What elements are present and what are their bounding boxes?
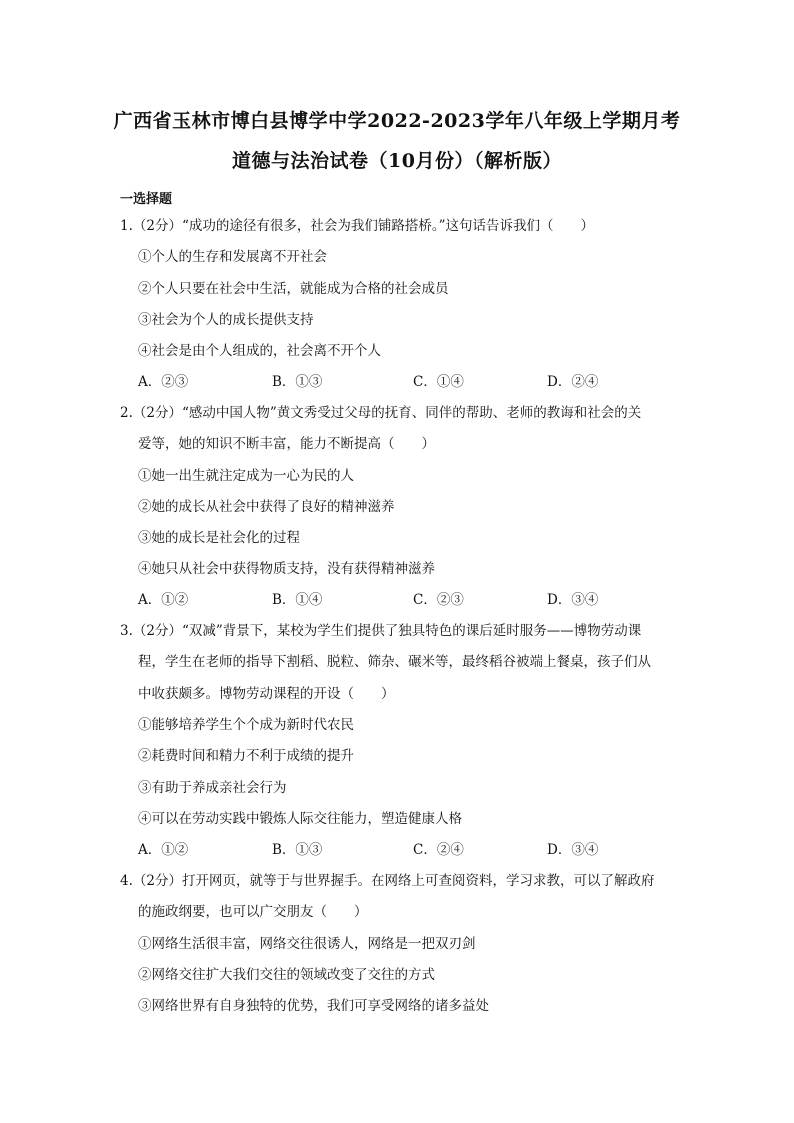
question-2-item-3: ③她的成长是社会化的过程 <box>138 530 300 546</box>
question-2-option-b: B．①④ <box>272 592 323 608</box>
question-1-item-3: ③社会为个人的成长提供支持 <box>138 312 314 328</box>
question-1-option-a: A．②③ <box>138 374 189 390</box>
question-4-item-3: ③网络世界有自身独特的优势，我们可享受网络的诸多益处 <box>138 998 489 1014</box>
question-2-stem-line-1: 2.（2分）“感动中国人物”黄文秀受过父母的抚育、同伴的帮助、老师的教诲和社会的关 <box>120 405 642 421</box>
question-3-item-2: ②耗费时间和精力不利于成绩的提升 <box>138 748 354 764</box>
question-3-option-d: D．③④ <box>547 842 599 858</box>
question-3-item-3: ③有助于养成亲社会行为 <box>138 780 287 796</box>
document-title-line-1: 广西省玉林市博白县博学中学2022-2023学年八年级上学期月考 <box>113 110 681 132</box>
question-3-option-c: C．②④ <box>413 842 464 858</box>
question-2-stem-line-2: 爱等，她的知识不断丰富，能力不断提高（ ） <box>138 436 435 452</box>
question-4-item-1: ①网络生活很丰富，网络交往很诱人，网络是一把双刃剑 <box>138 936 476 952</box>
question-2-item-4: ④她只从社会中获得物质支持，没有获得精神滋养 <box>138 561 435 577</box>
question-3-item-4: ④可以在劳动实践中锻炼人际交往能力，塑造健康人格 <box>138 811 462 827</box>
document-title-line-2: 道德与法治试卷（10月份）（解析版） <box>232 150 562 172</box>
question-3-option-b: B．①③ <box>272 842 323 858</box>
question-2-option-a: A．①② <box>138 592 189 608</box>
question-3-stem-line-1: 3.（2分）“双减”背景下，某校为学生们提供了独具特色的课后延时服务——博物劳动课 <box>120 623 642 639</box>
question-1-option-c: C．①④ <box>413 374 464 390</box>
question-3-option-a: A．①② <box>138 842 189 858</box>
question-1-option-b: B．①③ <box>272 374 323 390</box>
question-4-item-2: ②网络交往扩大我们交往的领域改变了交往的方式 <box>138 967 435 983</box>
question-4-stem-line-2: 的施政纲要，也可以广交朋友（ ） <box>138 904 368 920</box>
question-2-option-c: C．②③ <box>413 592 464 608</box>
question-3-item-1: ①能够培养学生个个成为新时代农民 <box>138 717 354 733</box>
question-1-item-1: ①个人的生存和发展离不开社会 <box>138 249 327 265</box>
question-1-option-d: D．②④ <box>547 374 599 390</box>
question-1-item-4: ④社会是由个人组成的，社会离不开个人 <box>138 343 381 359</box>
question-2-item-2: ②她的成长从社会中获得了良好的精神滋养 <box>138 499 395 515</box>
question-1-stem: 1.（2分）“成功的途径有很多，社会为我们铺路搭桥。”这句话告诉我们（ ） <box>120 218 595 234</box>
question-4-stem-line-1: 4.（2分）打开网页，就等于与世界握手。在网络上可查阅资料，学习求教，可以了解政府 <box>120 873 655 889</box>
question-1-item-2: ②个人只要在社会中生活，就能成为合格的社会成员 <box>138 281 449 297</box>
question-3-stem-line-3: 中收获颇多。博物劳动课程的开设（ ） <box>138 686 395 702</box>
question-3-stem-line-2: 程，学生在老师的指导下割稻、脱粒、筛杂、碾米等，最终稻谷被端上餐桌，孩子们从 <box>138 654 651 670</box>
question-2-option-d: D．③④ <box>547 592 599 608</box>
question-2-item-1: ①她一出生就注定成为一心为民的人 <box>138 468 354 484</box>
section-heading: 一选择题 <box>120 192 173 207</box>
